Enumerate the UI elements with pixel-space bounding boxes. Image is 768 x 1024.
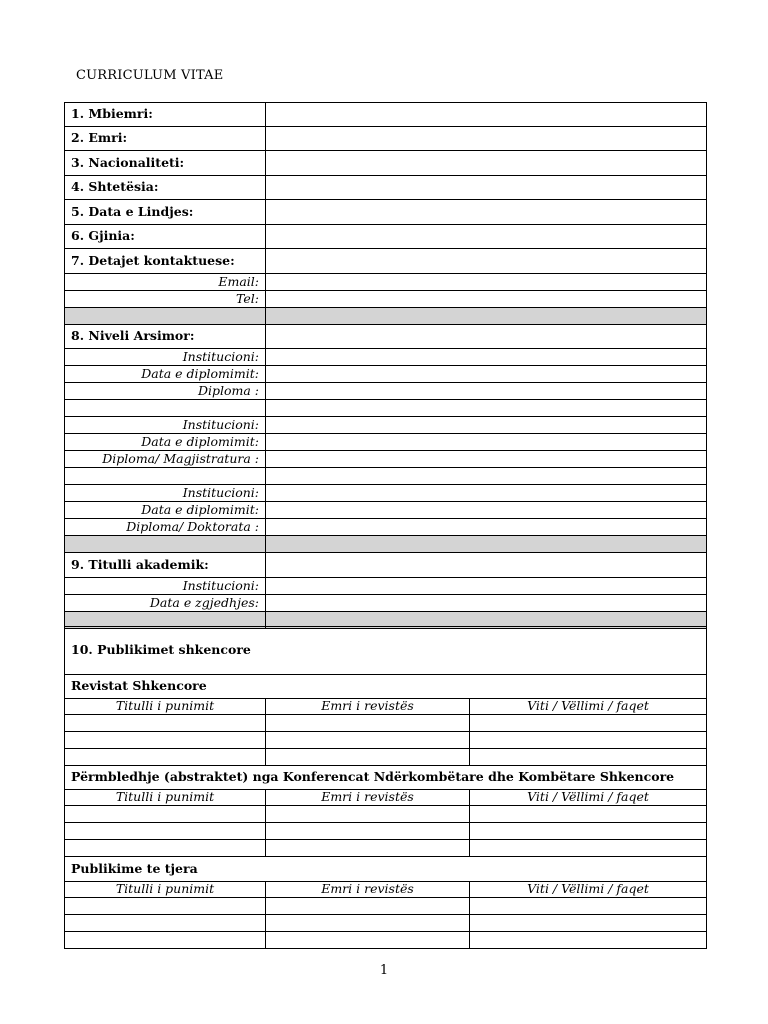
field-gjinia[interactable] xyxy=(266,225,707,249)
field-diploma-magjistratura[interactable] xyxy=(266,451,707,468)
label-email: Email: xyxy=(65,274,266,291)
field-data-zgjedhjes[interactable] xyxy=(266,595,707,612)
abstracts-column-header xyxy=(65,790,707,806)
journals-heading: Revistat Shkencore xyxy=(65,675,707,699)
blank-row xyxy=(65,400,707,417)
row-gjinia xyxy=(65,225,707,249)
row-diploma-doktorata xyxy=(65,519,707,536)
field-diploma-doktorata[interactable] xyxy=(266,519,707,536)
label-gjinia: 6. Gjinia: xyxy=(65,225,266,249)
table-row xyxy=(65,823,707,840)
label-diploma-magjistratura: Diploma/ Magjistratura : xyxy=(65,451,266,468)
label-data-zgjedhjes: Data e zgjedhjes: xyxy=(65,595,266,612)
col-header-title: Titulli i punimit xyxy=(65,882,266,898)
field-tel[interactable] xyxy=(266,291,707,308)
label-diploma-doktorata: Diploma/ Doktorata : xyxy=(65,519,266,536)
field-diploma[interactable] xyxy=(266,383,707,400)
label-niveli-arsimor: 8. Niveli Arsimor: xyxy=(65,325,266,349)
col-header-year-volume-pages: Viti / Vëllimi / faqet xyxy=(470,882,707,898)
col-header-journal: Emri i revistës xyxy=(266,699,470,715)
separator-row xyxy=(65,308,707,325)
row-institucioni-2 xyxy=(65,417,707,434)
field-titulli-akademik[interactable] xyxy=(266,553,707,578)
row-titulli-akademik xyxy=(65,553,707,578)
abstracts-heading-row xyxy=(65,766,707,790)
field-kontakt[interactable] xyxy=(266,249,707,274)
field-data-diplomimit-2[interactable] xyxy=(266,434,707,451)
abstracts-heading: Përmbledhje (abstraktet) nga Konferencat Ndërkombëtare dhe Kombëtare Shkencore xyxy=(65,766,707,790)
label-kontakt: 7. Detajet kontaktuese: xyxy=(65,249,266,274)
label-institucioni: Institucioni: xyxy=(65,485,266,502)
field-institucioni-akademik[interactable] xyxy=(266,578,707,595)
field-shtetesia[interactable] xyxy=(266,176,707,200)
other-column-header xyxy=(65,882,707,898)
row-email xyxy=(65,274,707,291)
field-institucioni-1[interactable] xyxy=(266,349,707,366)
table-row xyxy=(65,932,707,949)
publications-table xyxy=(64,626,707,949)
field-data-diplomimit-3[interactable] xyxy=(266,502,707,519)
blank-row xyxy=(65,468,707,485)
table-row xyxy=(65,915,707,932)
label-titulli-akademik: 9. Titulli akademik: xyxy=(65,553,266,578)
row-data-lindjes xyxy=(65,200,707,225)
row-shtetesia xyxy=(65,176,707,200)
cv-form-table xyxy=(64,102,707,629)
label-institucioni: Institucioni: xyxy=(65,349,266,366)
journals-column-header xyxy=(65,699,707,715)
other-heading-row xyxy=(65,857,707,882)
label-data-diplomimit: Data e diplomimit: xyxy=(65,366,266,383)
table-row xyxy=(65,806,707,823)
label-institucioni: Institucioni: xyxy=(65,417,266,434)
field-nacionaliteti[interactable] xyxy=(266,151,707,176)
label-data-lindjes: 5. Data e Lindjes: xyxy=(65,200,266,225)
label-shtetesia: 4. Shtetësia: xyxy=(65,176,266,200)
table-row xyxy=(65,715,707,732)
field-data-diplomimit-1[interactable] xyxy=(266,366,707,383)
field-emri[interactable] xyxy=(266,127,707,151)
row-mbiemri xyxy=(65,103,707,127)
table-row xyxy=(65,749,707,766)
separator-row xyxy=(65,536,707,553)
page-number: 1 xyxy=(379,963,389,978)
col-header-journal: Emri i revistës xyxy=(266,790,470,806)
row-emri xyxy=(65,127,707,151)
document-title: CURRICULUM VITAE xyxy=(76,68,224,83)
row-institucioni-akademik xyxy=(65,578,707,595)
row-nacionaliteti xyxy=(65,151,707,176)
label-institucioni: Institucioni: xyxy=(65,578,266,595)
col-header-title: Titulli i punimit xyxy=(65,699,266,715)
label-tel: Tel: xyxy=(65,291,266,308)
row-niveli-arsimor xyxy=(65,325,707,349)
table-row xyxy=(65,732,707,749)
label-nacionaliteti: 3. Nacionaliteti: xyxy=(65,151,266,176)
table-row xyxy=(65,898,707,915)
row-data-diplomimit-2 xyxy=(65,434,707,451)
label-data-diplomimit: Data e diplomimit: xyxy=(65,502,266,519)
col-header-year-volume-pages: Viti / Vëllimi / faqet xyxy=(470,790,707,806)
label-mbiemri: 1. Mbiemri: xyxy=(65,103,266,127)
field-niveli-arsimor[interactable] xyxy=(266,325,707,349)
col-header-title: Titulli i punimit xyxy=(65,790,266,806)
row-data-zgjedhjes xyxy=(65,595,707,612)
row-data-diplomimit-3 xyxy=(65,502,707,519)
publications-heading-row xyxy=(65,627,707,675)
col-header-year-volume-pages: Viti / Vëllimi / faqet xyxy=(470,699,707,715)
table-row xyxy=(65,840,707,857)
label-diploma: Diploma : xyxy=(65,383,266,400)
col-header-journal: Emri i revistës xyxy=(266,882,470,898)
field-data-lindjes[interactable] xyxy=(266,200,707,225)
journals-heading-row xyxy=(65,675,707,699)
row-institucioni-1 xyxy=(65,349,707,366)
row-institucioni-3 xyxy=(65,485,707,502)
field-email[interactable] xyxy=(266,274,707,291)
row-diploma-magjistratura xyxy=(65,451,707,468)
label-emri: 2. Emri: xyxy=(65,127,266,151)
field-mbiemri[interactable] xyxy=(266,103,707,127)
row-data-diplomimit-1 xyxy=(65,366,707,383)
other-publications-heading: Publikime te tjera xyxy=(65,857,707,882)
field-institucioni-3[interactable] xyxy=(266,485,707,502)
publications-heading: 10. Publikimet shkencore xyxy=(65,627,707,675)
field-institucioni-2[interactable] xyxy=(266,417,707,434)
row-kontakt xyxy=(65,249,707,274)
row-tel xyxy=(65,291,707,308)
label-data-diplomimit: Data e diplomimit: xyxy=(65,434,266,451)
row-diploma xyxy=(65,383,707,400)
